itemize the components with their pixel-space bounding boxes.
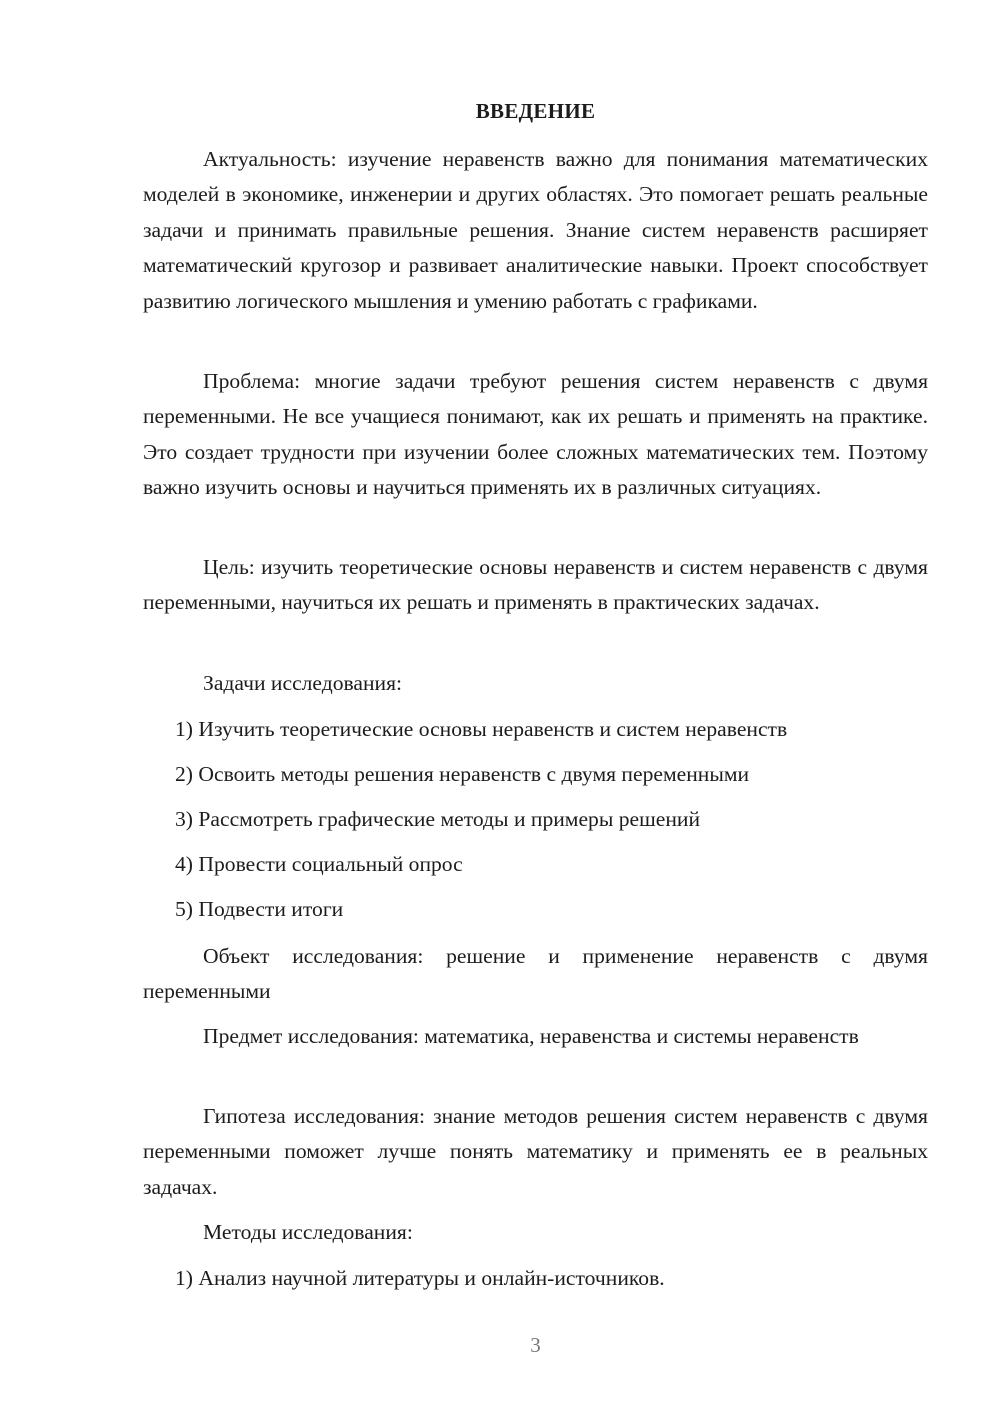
task-item: 4) Провести социальный опрос <box>175 852 463 876</box>
methods-heading: Методы исследования: <box>203 1220 413 1244</box>
task-item: 3) Рассмотреть графические методы и примеры решений <box>175 807 701 831</box>
method-item: 1) Анализ научной литературы и онлайн-источников. <box>175 1266 665 1290</box>
subject-paragraph: Предмет исследования: математика, неравенства и системы неравенств <box>203 1024 859 1048</box>
task-item: 5) Подвести итоги <box>175 897 344 921</box>
object-paragraph: Объект исследования: решение и применение неравенств с двумя переменными <box>143 944 928 1004</box>
tasks-heading: Задачи исследования: <box>203 671 403 695</box>
problem-paragraph: Проблема: многие задачи требуют решения систем неравенств с двумя переменными. Не все учащиеся понимают, как их решать и применять на практике. Это создает трудности при изучении более сложных математических тем. Поэтому важно изучить основы и научиться применять их в различных ситуациях. <box>143 369 928 500</box>
relevance-paragraph: Актуальность: изучение неравенств важно для понимания математических моделей в экономике, инженерии и других областях. Это помогает решать реальные задачи и принимать правильные решения. Знание систем неравенств расширяет математический кругозор и развивает аналитические навыки. Проект способствует развитию логического мышления и умению работать с графиками. <box>143 147 928 313</box>
document-page <box>143 0 928 1414</box>
task-item: 1) Изучить теоретические основы неравенств и систем неравенств <box>175 717 788 741</box>
page-title: ВВЕДЕНИЕ <box>475 99 596 123</box>
hypothesis-paragraph: Гипотеза исследования: знание методов решения систем неравенств с двумя переменными поможет лучше понять математику и применять ее в реальных задачах. <box>143 1104 928 1199</box>
page-number: 3 <box>530 1333 541 1357</box>
goal-paragraph: Цель: изучить теоретические основы неравенств и систем неравенств с двумя переменными, научиться их решать и применять в практических задачах. <box>143 555 928 615</box>
task-item: 2) Освоить методы решения неравенств с двумя переменными <box>175 762 750 786</box>
